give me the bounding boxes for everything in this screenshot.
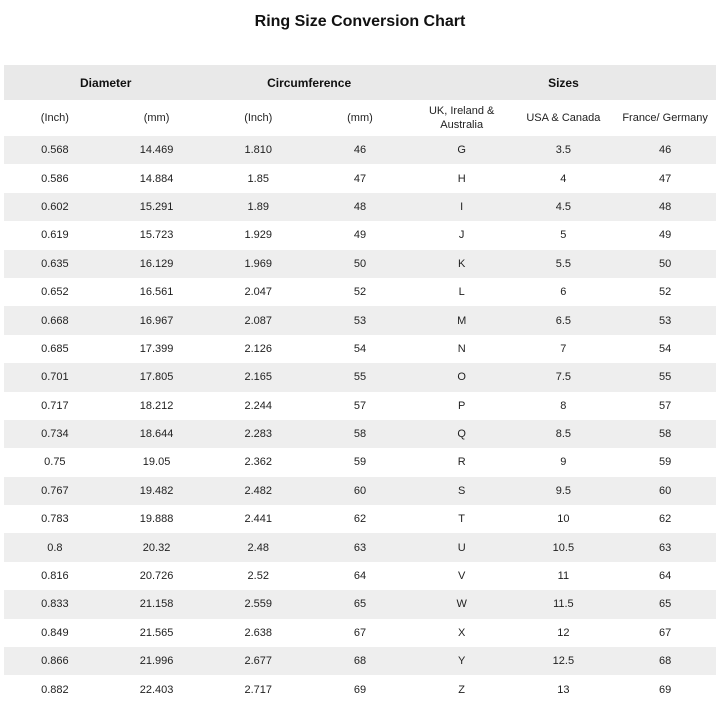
table-cell: 63 bbox=[353, 541, 367, 554]
table-cell: 1.810 bbox=[244, 144, 273, 157]
table-cell: 2.677 bbox=[244, 655, 273, 668]
column-group-sizes: Sizes bbox=[548, 75, 579, 90]
table-cell: 8 bbox=[560, 399, 567, 412]
table-cell: 57 bbox=[658, 399, 672, 412]
table-cell: 0.849 bbox=[41, 626, 69, 639]
table-cell: 52 bbox=[353, 286, 367, 299]
table-cell: Q bbox=[457, 428, 466, 441]
table-cell: 0.75 bbox=[44, 456, 66, 469]
table-cell: 62 bbox=[658, 513, 672, 526]
table-cell: 0.635 bbox=[41, 257, 69, 270]
table-row bbox=[4, 306, 716, 334]
table-row bbox=[4, 505, 716, 533]
table-cell: 54 bbox=[353, 342, 367, 355]
table-cell: T bbox=[458, 513, 466, 526]
table-cell: P bbox=[457, 399, 466, 412]
table-cell: 11 bbox=[557, 570, 570, 583]
table-cell: 63 bbox=[658, 541, 672, 554]
table-cell: 50 bbox=[658, 257, 672, 270]
table-cell: 53 bbox=[658, 314, 672, 327]
table-row bbox=[4, 420, 716, 448]
table-cell: 0.652 bbox=[41, 286, 69, 299]
table-cell: 1.89 bbox=[247, 200, 269, 213]
column-group-diameter: Diameter bbox=[80, 75, 132, 90]
table-cell: L bbox=[458, 286, 465, 299]
table-header bbox=[4, 65, 716, 136]
column-header-diameter-mm: (mm) bbox=[143, 111, 170, 124]
column-header-row bbox=[4, 100, 716, 136]
table-row bbox=[4, 164, 716, 192]
table-row bbox=[4, 250, 716, 278]
table-cell: 57 bbox=[353, 399, 367, 412]
table-cell: 18.644 bbox=[139, 428, 174, 441]
table-cell: H bbox=[457, 172, 466, 185]
table-cell: 58 bbox=[353, 428, 367, 441]
table-cell: 48 bbox=[353, 200, 367, 213]
column-header-usa-canada: USA & Canada bbox=[526, 111, 601, 124]
table-cell: 47 bbox=[658, 172, 672, 185]
table-cell: Y bbox=[457, 655, 466, 668]
table-row bbox=[4, 675, 716, 703]
table-cell: 50 bbox=[353, 257, 367, 270]
table-cell: 14.469 bbox=[139, 144, 174, 157]
table-row bbox=[4, 193, 716, 221]
table-cell: 2.126 bbox=[244, 342, 273, 355]
table-cell: 6.5 bbox=[555, 314, 572, 327]
table-cell: 21.996 bbox=[139, 655, 174, 668]
table-cell: 65 bbox=[353, 598, 367, 611]
table-cell: 1.85 bbox=[247, 172, 269, 185]
table-cell: O bbox=[457, 371, 466, 384]
table-cell: 0.8 bbox=[47, 541, 63, 554]
table-cell: 67 bbox=[658, 626, 672, 639]
table-cell: G bbox=[457, 144, 466, 157]
table-cell: 0.619 bbox=[41, 229, 69, 242]
table-cell: 19.482 bbox=[139, 484, 174, 497]
column-group-circumference: Circumference bbox=[267, 75, 352, 90]
table-cell: 15.291 bbox=[139, 200, 174, 213]
table-cell: 5.5 bbox=[555, 257, 572, 270]
table-cell: 0.783 bbox=[41, 513, 69, 526]
table-cell: 6 bbox=[560, 286, 567, 299]
table-cell: 0.701 bbox=[41, 371, 69, 384]
table-cell: V bbox=[457, 570, 466, 583]
table-cell: 58 bbox=[658, 428, 672, 441]
table-cell: 48 bbox=[658, 200, 672, 213]
table-cell: 0.717 bbox=[41, 399, 69, 412]
table-cell: 46 bbox=[353, 144, 367, 157]
table-cell: N bbox=[457, 342, 466, 355]
table-body bbox=[4, 136, 716, 704]
table-cell: 7.5 bbox=[555, 371, 572, 384]
table-cell: 64 bbox=[658, 570, 672, 583]
table-cell: 8.5 bbox=[555, 428, 572, 441]
table-cell: 5 bbox=[560, 229, 567, 242]
table-cell: 9 bbox=[560, 456, 567, 469]
table-cell: X bbox=[457, 626, 466, 639]
table-cell: 1.929 bbox=[244, 229, 273, 242]
table-cell: 49 bbox=[658, 229, 672, 242]
table-cell: M bbox=[457, 314, 467, 327]
table-cell: 9.5 bbox=[555, 484, 572, 497]
table-row bbox=[4, 562, 716, 590]
table-cell: 19.05 bbox=[142, 456, 171, 469]
table-row bbox=[4, 363, 716, 391]
table-cell: 0.602 bbox=[41, 200, 69, 213]
table-cell: Z bbox=[458, 683, 466, 696]
table-cell: 55 bbox=[658, 371, 672, 384]
table-cell: 22.403 bbox=[139, 683, 174, 696]
table-cell: 18.212 bbox=[139, 399, 174, 412]
table-cell: W bbox=[456, 598, 467, 611]
table-cell: 0.833 bbox=[41, 598, 69, 611]
table-cell: 3.5 bbox=[555, 144, 572, 157]
table-cell: 10 bbox=[557, 513, 570, 526]
table-cell: 16.967 bbox=[139, 314, 174, 327]
table-cell: 2.52 bbox=[247, 570, 269, 583]
table-row bbox=[4, 619, 716, 647]
table-cell: 0.882 bbox=[41, 683, 69, 696]
table-cell: 67 bbox=[353, 626, 367, 639]
table-cell: 54 bbox=[658, 342, 672, 355]
table-cell: 2.441 bbox=[244, 513, 273, 526]
table-cell: 2.48 bbox=[247, 541, 269, 554]
table-cell: J bbox=[458, 229, 465, 242]
table-cell: 47 bbox=[353, 172, 367, 185]
page-title: Ring Size Conversion Chart bbox=[254, 13, 466, 30]
table-cell: 14.884 bbox=[139, 172, 174, 185]
table-row bbox=[4, 392, 716, 420]
table-cell: 65 bbox=[658, 598, 672, 611]
table-cell: 0.568 bbox=[41, 144, 69, 157]
table-row bbox=[4, 590, 716, 618]
table-cell: 69 bbox=[353, 683, 367, 696]
table-cell: 17.399 bbox=[139, 342, 174, 355]
table-cell: 0.586 bbox=[41, 172, 69, 185]
table-cell: 20.32 bbox=[142, 541, 171, 554]
table-cell: 20.726 bbox=[139, 570, 174, 583]
table-cell: 59 bbox=[353, 456, 367, 469]
table-cell: 0.668 bbox=[41, 314, 69, 327]
table-cell: 52 bbox=[658, 286, 672, 299]
column-header-france-germany: France/ Germany bbox=[622, 111, 708, 124]
table-cell: 2.087 bbox=[244, 314, 273, 327]
column-header-uk-ireland-australia: UK, Ireland & Australia bbox=[428, 104, 495, 131]
table-cell: 68 bbox=[658, 655, 672, 668]
table-cell: 2.638 bbox=[244, 626, 273, 639]
table-cell: 62 bbox=[353, 513, 367, 526]
table-cell: R bbox=[457, 456, 466, 469]
table-row bbox=[4, 278, 716, 306]
table-cell: 60 bbox=[658, 484, 672, 497]
table-cell: U bbox=[457, 541, 466, 554]
table-cell: 46 bbox=[658, 144, 672, 157]
table-cell: 0.866 bbox=[41, 655, 69, 668]
table-cell: 16.129 bbox=[139, 257, 174, 270]
table-cell: 64 bbox=[353, 570, 367, 583]
table-cell: 4 bbox=[560, 172, 567, 185]
table-row bbox=[4, 335, 716, 363]
table-cell: K bbox=[457, 257, 466, 270]
table-cell: I bbox=[460, 200, 464, 213]
table-cell: 13 bbox=[557, 683, 570, 696]
column-header-diameter-inch: (Inch) bbox=[40, 111, 69, 124]
table-cell: 69 bbox=[658, 683, 672, 696]
table-cell: 21.565 bbox=[139, 626, 174, 639]
table-cell: 7 bbox=[560, 342, 567, 355]
table-cell: 2.165 bbox=[244, 371, 273, 384]
table-cell: 53 bbox=[353, 314, 367, 327]
table-cell: 2.362 bbox=[244, 456, 273, 469]
ring-size-conversion-table bbox=[4, 65, 716, 704]
table-cell: 4.5 bbox=[555, 200, 572, 213]
table-cell: 12.5 bbox=[552, 655, 575, 668]
table-row bbox=[4, 647, 716, 675]
table-cell: 2.283 bbox=[244, 428, 273, 441]
table-row bbox=[4, 448, 716, 476]
table-cell: 15.723 bbox=[139, 229, 174, 242]
table-cell: 2.047 bbox=[244, 286, 273, 299]
table-row bbox=[4, 136, 716, 164]
table-cell: 0.734 bbox=[41, 428, 69, 441]
table-cell: 21.158 bbox=[139, 598, 174, 611]
table-cell: 60 bbox=[353, 484, 367, 497]
table-cell: 0.767 bbox=[41, 484, 69, 497]
table-cell: 2.482 bbox=[244, 484, 273, 497]
table-cell: 2.717 bbox=[244, 683, 273, 696]
table-row bbox=[4, 221, 716, 249]
table-cell: 11.5 bbox=[553, 598, 574, 611]
table-row bbox=[4, 477, 716, 505]
table-cell: 19.888 bbox=[139, 513, 174, 526]
column-header-circumference-mm: (mm) bbox=[347, 111, 373, 124]
table-cell: 49 bbox=[353, 229, 367, 242]
table-cell: S bbox=[457, 484, 466, 497]
table-cell: 68 bbox=[353, 655, 367, 668]
table-cell: 0.816 bbox=[41, 570, 69, 583]
table-cell: 59 bbox=[658, 456, 672, 469]
table-row bbox=[4, 533, 716, 561]
table-cell: 0.685 bbox=[41, 342, 69, 355]
table-cell: 2.244 bbox=[244, 399, 273, 412]
column-group-row bbox=[4, 65, 716, 100]
table-cell: 12 bbox=[557, 626, 570, 639]
column-header-circumference-inch: (Inch) bbox=[244, 111, 273, 124]
table-cell: 10.5 bbox=[552, 541, 575, 554]
table-cell: 16.561 bbox=[139, 286, 174, 299]
table-cell: 17.805 bbox=[139, 371, 174, 384]
table-cell: 2.559 bbox=[244, 598, 273, 611]
table-cell: 1.969 bbox=[244, 257, 273, 270]
table-cell: 55 bbox=[353, 371, 367, 384]
